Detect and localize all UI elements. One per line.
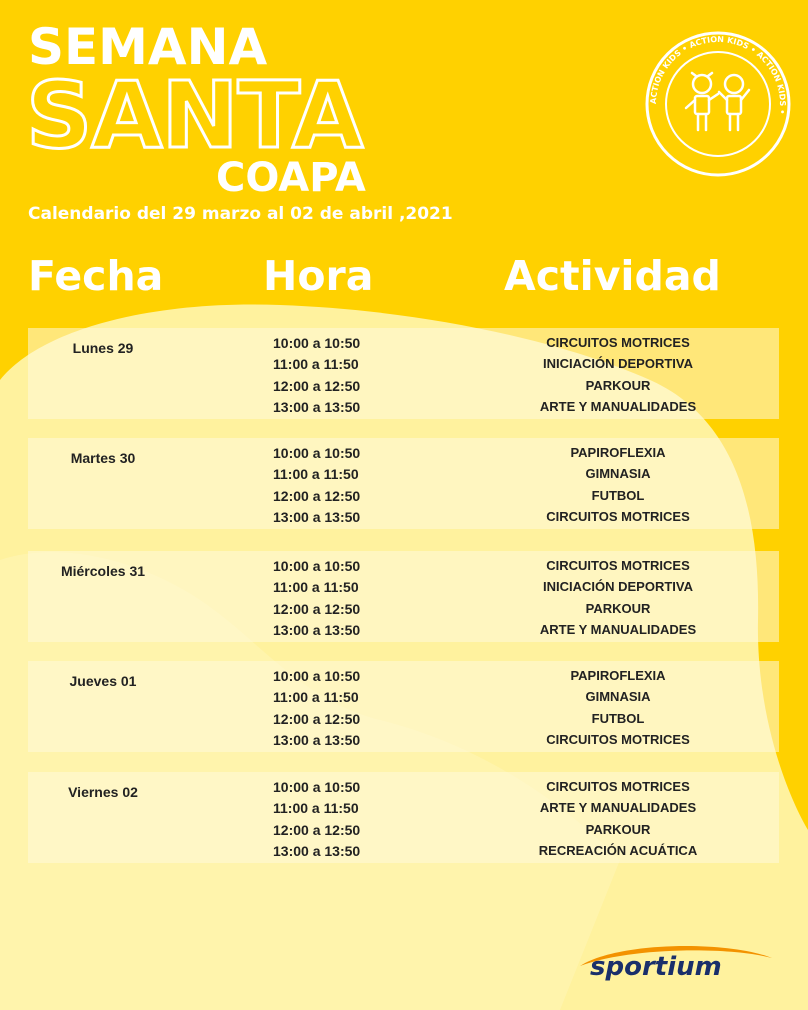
title-semana: SEMANA	[28, 18, 268, 76]
schedule-row	[28, 822, 779, 843]
header-hora: Hora	[263, 252, 374, 300]
title-coapa: COAPA	[216, 155, 366, 201]
time-slot: 11:00 a 11:50	[273, 800, 359, 816]
activity-name: PAPIROFLEXIA	[570, 445, 666, 460]
day-name: Jueves 01	[69, 673, 137, 689]
activity-name: CIRCUITOS MOTRICES	[546, 509, 690, 524]
activity-name: ARTE Y MANUALIDADES	[539, 622, 697, 637]
activity-name: GIMNASIA	[585, 689, 651, 704]
schedule-row	[28, 601, 779, 622]
time-slot: 10:00 a 10:50	[273, 779, 361, 795]
activity-name: FUTBOL	[591, 711, 645, 726]
time-slot: 12:00 a 12:50	[273, 378, 361, 394]
time-slot: 13:00 a 13:50	[273, 843, 361, 859]
activity-name: CIRCUITOS MOTRICES	[546, 558, 690, 573]
schedule-row	[28, 668, 779, 689]
activity-name: RECREACIÓN ACUÁTICA	[538, 843, 698, 858]
time-slot: 12:00 a 12:50	[273, 822, 361, 838]
time-slot: 11:00 a 11:50	[273, 579, 359, 595]
time-slot: 12:00 a 12:50	[273, 488, 361, 504]
header-actividad: Actividad	[504, 252, 721, 300]
day-block	[28, 772, 779, 863]
time-slot: 10:00 a 10:50	[273, 445, 361, 461]
activity-name: ARTE Y MANUALIDADES	[539, 800, 697, 815]
schedule-row	[28, 378, 779, 399]
time-slot: 10:00 a 10:50	[273, 335, 361, 351]
time-slot: 11:00 a 11:50	[273, 466, 359, 482]
schedule-row	[28, 689, 779, 710]
activity-name: PAPIROFLEXIA	[570, 668, 666, 683]
activity-name: FUTBOL	[591, 488, 645, 503]
time-slot: 13:00 a 13:50	[273, 399, 361, 415]
schedule-row	[28, 732, 779, 753]
time-slot: 11:00 a 11:50	[273, 689, 359, 705]
activity-name: INICIACIÓN DEPORTIVA	[543, 579, 693, 594]
schedule-row	[28, 466, 779, 487]
schedule-row	[28, 800, 779, 821]
day-block	[28, 661, 779, 752]
schedule-row	[28, 622, 779, 643]
schedule-row	[28, 843, 779, 864]
schedule-row	[28, 335, 779, 356]
schedule-row	[28, 579, 779, 600]
schedule-row	[28, 509, 779, 530]
activity-name: CIRCUITOS MOTRICES	[546, 779, 690, 794]
schedule-row	[28, 711, 779, 732]
activity-name: CIRCUITOS MOTRICES	[546, 335, 690, 350]
time-slot: 11:00 a 11:50	[273, 356, 359, 372]
schedule-row	[28, 356, 779, 377]
time-slot: 12:00 a 12:50	[273, 601, 361, 617]
activity-name: GIMNASIA	[585, 466, 651, 481]
sportium-logo-text: sportium	[590, 952, 722, 982]
badge-ring-text: ACTION KIDS • ACTION KIDS • ACTION KIDS •	[648, 34, 788, 115]
time-slot: 12:00 a 12:50	[273, 711, 361, 727]
activity-name: INICIACIÓN DEPORTIVA	[543, 356, 693, 371]
day-block	[28, 328, 779, 419]
activity-name: PARKOUR	[585, 601, 651, 616]
time-slot: 10:00 a 10:50	[273, 668, 361, 684]
schedule-row	[28, 488, 779, 509]
schedule-row	[28, 558, 779, 579]
time-slot: 13:00 a 13:50	[273, 509, 361, 525]
action-kids-badge-icon	[644, 30, 792, 178]
title-santa: SANTA	[26, 62, 363, 169]
subtitle: Calendario del 29 marzo al 02 de abril ,2021	[28, 204, 453, 224]
schedule-row	[28, 779, 779, 800]
day-block	[28, 438, 779, 529]
day-name: Lunes 29	[72, 340, 134, 356]
activity-name: PARKOUR	[585, 378, 651, 393]
activity-name: CIRCUITOS MOTRICES	[546, 732, 690, 747]
day-name: Miércoles 31	[60, 563, 146, 579]
header-fecha: Fecha	[28, 252, 164, 300]
sportium-logo	[576, 944, 776, 988]
schedule-row	[28, 399, 779, 420]
activity-name: ARTE Y MANUALIDADES	[539, 399, 697, 414]
day-block	[28, 551, 779, 642]
time-slot: 10:00 a 10:50	[273, 558, 361, 574]
time-slot: 13:00 a 13:50	[273, 732, 361, 748]
day-name: Martes 30	[70, 450, 136, 466]
time-slot: 13:00 a 13:50	[273, 622, 361, 638]
day-name: Viernes 02	[68, 784, 138, 800]
schedule-row	[28, 445, 779, 466]
activity-name: PARKOUR	[585, 822, 651, 837]
